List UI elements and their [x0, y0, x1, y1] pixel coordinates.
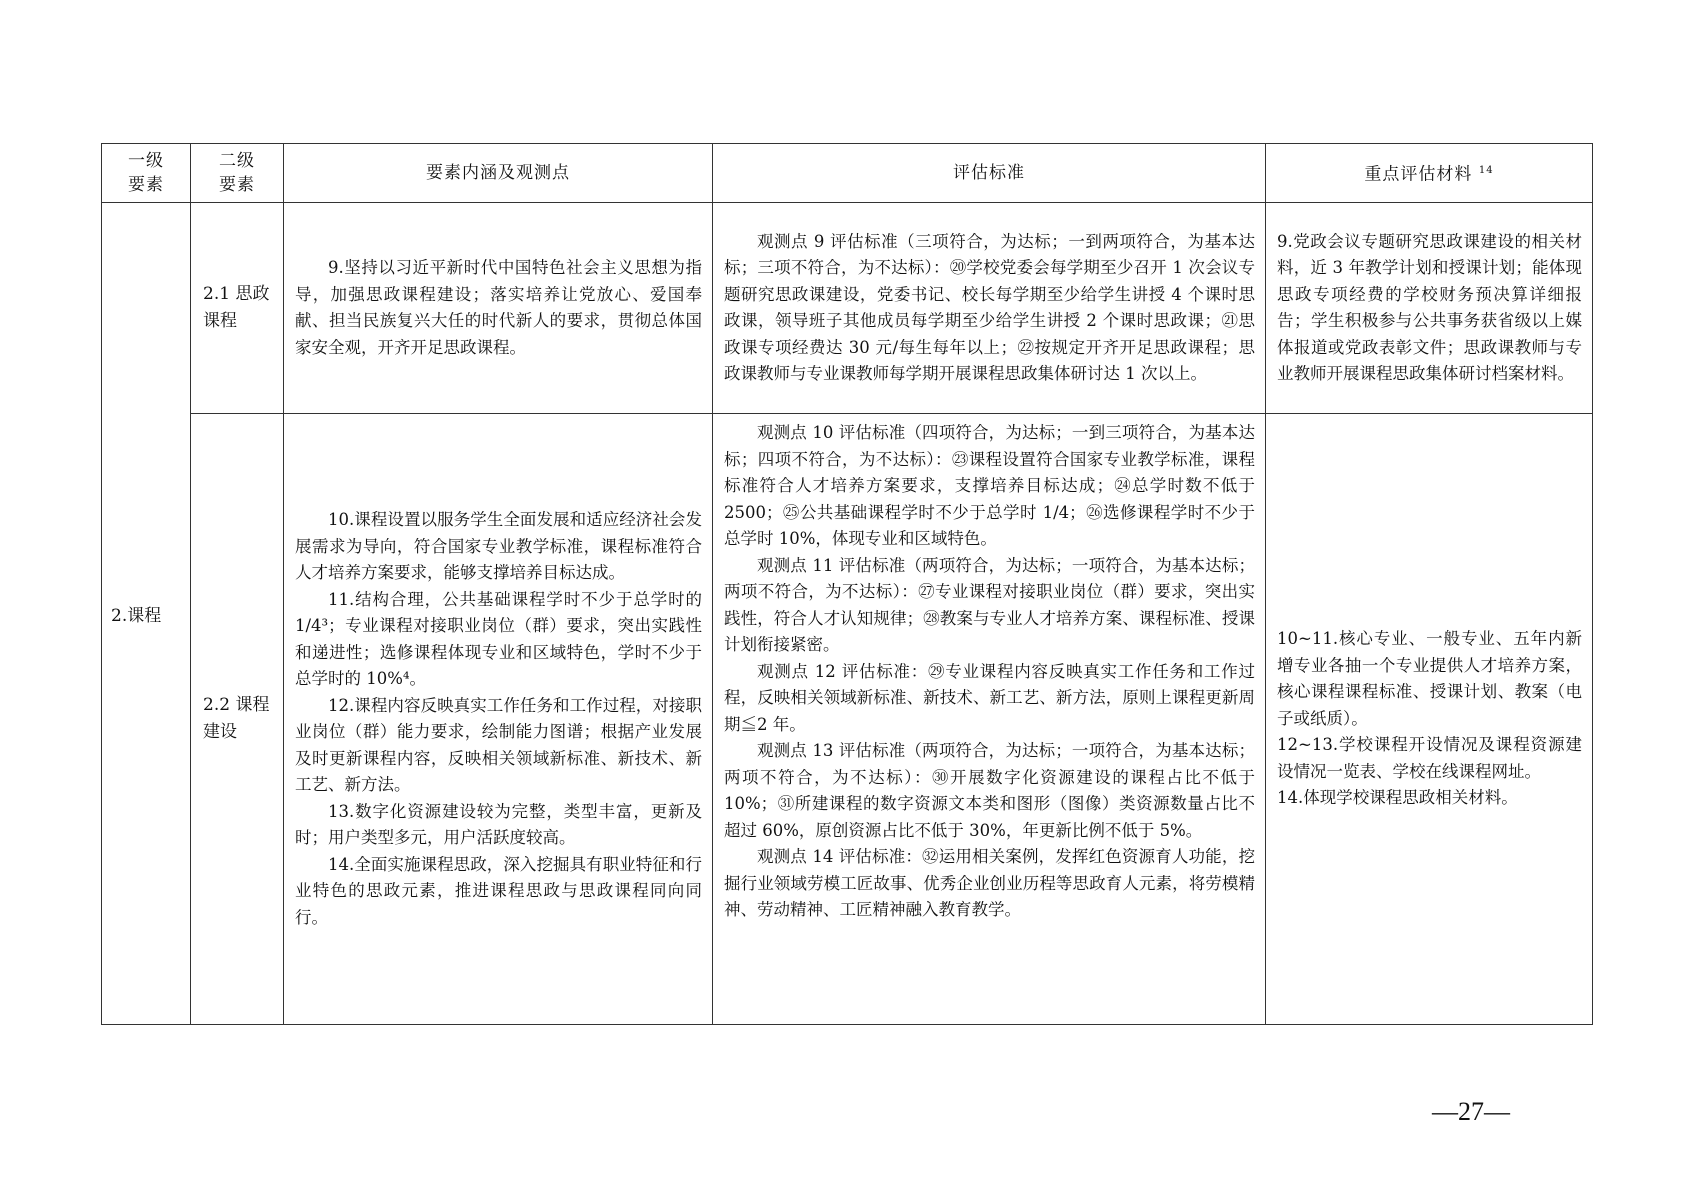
header-level2: 二级 要素	[191, 144, 284, 203]
materials-cell	[1266, 414, 1593, 1025]
materials-item: 10~11.核心专业、一般专业、五年内新增专业各抽一个专业提供人才培养方案，核心课程课程标准、授课计划、教案（电子或纸质）。	[1277, 629, 1582, 728]
header-materials-label: 重点评估材料	[1364, 164, 1473, 185]
materials-item: 9.党政会议专题研究思政课建设的相关材料，近 3 年教学计划和授课计划；能体现思政专项经费的学校财务预决算详细报告；学生积极参与公共事务获省级以上媒体报道或党政表彰文件；思政课教师与专业教师开展课程思政集体研讨档案材料。	[1277, 231, 1582, 383]
level2-cell: 2.2 课程建设	[191, 414, 284, 1025]
header-materials	[1266, 144, 1593, 203]
content-item: 14.全面实施课程思政，深入挖掘具有职业特征和行业特色的思政元素，推进课程思政与思政课程同向同行。	[295, 854, 702, 927]
level2-cell: 2.1 思政课程	[191, 203, 284, 414]
standard-item: 观测点 13 评估标准（两项符合，为达标；一项符合，为基本达标；两项不符合，为不达标）：㉚开展数字化资源建设的课程占比不低于 10%；㉛所建课程的数字资源文本类和图形（图像）类资源数量占比不超过 60%，原创资源占比不低于 30%，年更新比例不低于 5%。	[724, 741, 1255, 840]
content-cell	[284, 414, 713, 1025]
materials-item: 12~13.学校课程开设情况及课程资源建设情况一览表、学校在线课程网址。	[1277, 735, 1582, 781]
evaluation-table	[101, 143, 1593, 1025]
page-number: —27—	[1432, 1097, 1510, 1126]
table-row	[102, 203, 1593, 414]
standard-item: 观测点 11 评估标准（两项符合，为达标；一项符合，为基本达标；两项不符合，为不达标）：㉗专业课程对接职业岗位（群）要求，突出实践性，符合人才认知规律；㉘教案与专业人才培养方案、课程标准、授课计划衔接紧密。	[724, 555, 1255, 654]
standard-cell	[713, 203, 1266, 414]
standard-item: 观测点 10 评估标准（四项符合，为达标；一到三项符合，为基本达标；四项不符合，为不达标）：㉓课程设置符合国家专业教学标准，课程标准符合人才培养方案要求，支撑培养目标达成；㉔总学时数不低于 2500；㉕公共基础课程学时不少于总学时 1/4；㉖选修课程学时不少于总学时 10%，体现专业和区域特色。	[724, 423, 1255, 548]
content-item: 12.课程内容反映真实工作任务和工作过程，对接职业岗位（群）能力要求，绘制能力图谱；根据产业发展及时更新课程内容，反映相关领域新标准、新技术、新工艺、新方法。	[295, 695, 702, 794]
content-item: 11.结构合理，公共基础课程学时不少于总学时的 1/4³；专业课程对接职业岗位（群）要求，突出实践性和递进性；选修课程体现专业和区域特色，学时不少于总学时的 10%⁴。	[295, 589, 702, 688]
content-cell	[284, 203, 713, 414]
table-row	[102, 414, 1593, 1025]
header-content: 要素内涵及观测点	[284, 144, 713, 203]
level1-cell: 2.课程	[102, 203, 191, 1025]
standard-item: 观测点 9 评估标准（三项符合，为达标；一到两项符合，为基本达标；三项不符合，为不达标）：⑳学校党委会每学期至少召开 1 次会议专题研究思政课建设，党委书记、校长每学期至少给学生讲授 4 个课时思政课，领导班子其他成员每学期至少给学生讲授 2 个课时思政课；㉑思政课专项经费达 30 元/每生每年以上；㉒按规定开齐开足思政课程；思政课教师与专业课教师每学期开展课程思政集体研讨达 1 次以上。	[724, 231, 1255, 383]
materials-item: 14.体现学校课程思政相关材料。	[1277, 788, 1518, 808]
content-item: 10.课程设置以服务学生全面发展和适应经济社会发展需求为导向，符合国家专业教学标准，课程标准符合人才培养方案要求，能够支撑培养目标达成。	[295, 510, 702, 582]
content-item: 13.数字化资源建设较为完整，类型丰富，更新及时；用户类型多元，用户活跃度较高。	[295, 801, 702, 847]
header-materials-footnote: 14	[1478, 165, 1494, 177]
table-header-row	[102, 144, 1593, 203]
content-item: 9.坚持以习近平新时代中国特色社会主义思想为指导，加强思政课程建设；落实培养让党放心、爱国奉献、担当民族复兴大任的时代新人的要求，贯彻总体国家安全观，开齐开足思政课程。	[295, 258, 702, 357]
header-standard: 评估标准	[713, 144, 1266, 203]
standard-cell	[713, 414, 1266, 1025]
standard-item: 观测点 14 评估标准：㉜运用相关案例，发挥红色资源育人功能，挖掘行业领域劳模工匠故事、优秀企业创业历程等思政育人元素，将劳模精神、劳动精神、工匠精神融入教育教学。	[724, 847, 1255, 919]
header-level1: 一级 要素	[102, 144, 191, 203]
materials-cell	[1266, 203, 1593, 414]
standard-item: 观测点 12 评估标准：㉙专业课程内容反映真实工作任务和工作过程，反映相关领域新标准、新技术、新工艺、新方法，原则上课程更新周期≦2 年。	[724, 661, 1255, 734]
